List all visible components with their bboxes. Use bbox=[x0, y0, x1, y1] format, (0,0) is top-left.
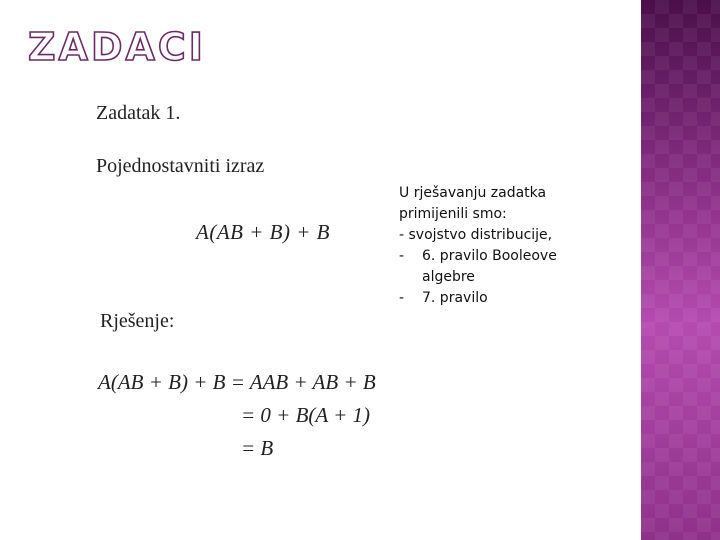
task-instruction: Pojednostavniti izraz bbox=[96, 155, 265, 177]
notes-dash: - bbox=[399, 290, 405, 306]
solution-heading: Rješenje: bbox=[100, 310, 175, 332]
notes-item-2 bbox=[399, 246, 634, 267]
notes-dash: - bbox=[399, 248, 405, 264]
notes-item-1: - svojstvo distribucije, bbox=[399, 227, 553, 243]
notes-box bbox=[399, 183, 634, 309]
solution-line-3: = B bbox=[241, 436, 274, 460]
notes-item-3-text: 7. pravilo bbox=[422, 290, 488, 306]
slide-title: ZADACI bbox=[28, 25, 206, 69]
task-heading: Zadatak 1. bbox=[96, 102, 181, 124]
solution-line-1: A(AB + B) + B = AAB + AB + B bbox=[98, 370, 376, 394]
notes-intro-2: primijenili smo: bbox=[399, 206, 507, 222]
notes-item-2-continuation: algebre bbox=[422, 269, 475, 285]
notes-item-3 bbox=[399, 288, 634, 309]
notes-item-2-text: 6. pravilo Booleove bbox=[422, 248, 557, 264]
notes-intro-1: U rješavanju zadatka bbox=[399, 185, 547, 201]
task-expression: A(AB + B) + B bbox=[196, 220, 330, 244]
decorative-side-panel bbox=[641, 0, 720, 540]
solution-line-2: = 0 + B(A + 1) bbox=[241, 403, 371, 427]
